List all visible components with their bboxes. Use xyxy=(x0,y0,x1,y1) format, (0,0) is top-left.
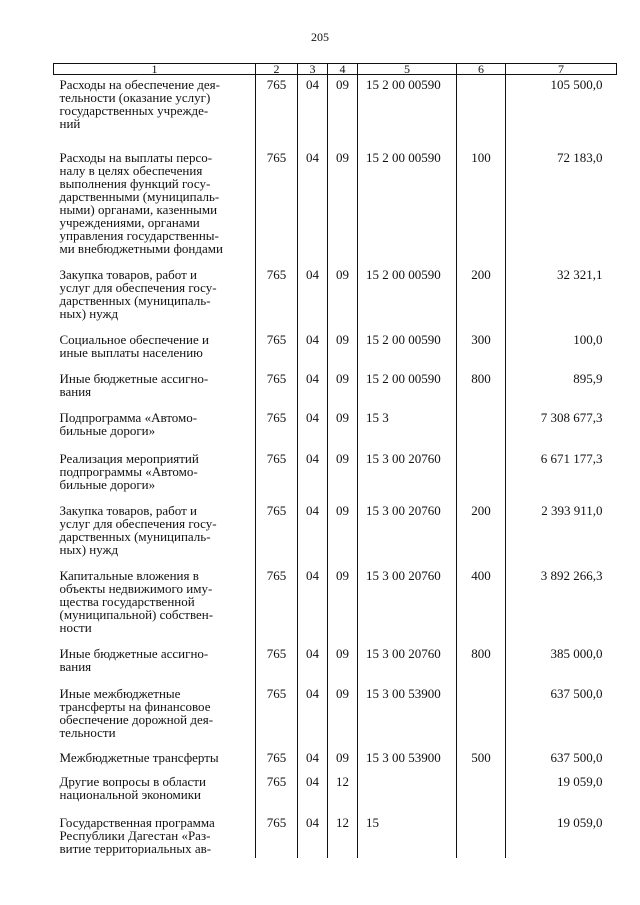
column-header: 5 xyxy=(358,64,457,75)
row-code-vr: 400 xyxy=(457,566,506,644)
row-name-line: ности xyxy=(59,619,92,635)
table-row xyxy=(54,330,617,369)
row-name xyxy=(54,330,256,369)
row-name xyxy=(54,566,256,644)
table-row xyxy=(54,644,617,684)
table-row xyxy=(54,75,617,148)
row-code-csr: 15 3 xyxy=(358,408,457,449)
row-name xyxy=(54,148,256,265)
row-name-line: учреждениями, органами xyxy=(59,214,200,230)
row-code-csr: 15 3 00 20760 xyxy=(358,644,457,684)
row-code-pr: 09 xyxy=(328,644,358,684)
row-code-csr: 15 2 00 00590 xyxy=(358,369,457,408)
row-code-vr xyxy=(457,408,506,449)
row-name-line: бильные дороги» xyxy=(59,476,156,492)
row-code-vr: 800 xyxy=(457,644,506,684)
row-code-gr: 765 xyxy=(256,75,298,148)
table-row xyxy=(54,748,617,772)
row-code-csr: 15 3 00 20760 xyxy=(358,501,457,566)
row-sum: 3 892 266,3 xyxy=(506,566,617,644)
row-name xyxy=(54,748,256,772)
row-name-line: бильные дороги» xyxy=(59,422,156,438)
row-code-pr: 09 xyxy=(328,449,358,501)
table-row xyxy=(54,369,617,408)
row-name-line: ных) нужд xyxy=(59,305,119,321)
row-name-line: Иные бюджетные ассигно- xyxy=(59,370,209,386)
row-code-csr: 15 2 00 00590 xyxy=(358,148,457,265)
row-code-gr: 765 xyxy=(256,748,298,772)
row-sum: 2 393 911,0 xyxy=(506,501,617,566)
row-name-line: Социальное обеспечение и xyxy=(59,331,209,347)
row-code-rz: 04 xyxy=(298,566,328,644)
row-name-line: дарственных (муниципаль- xyxy=(59,528,211,544)
row-name xyxy=(54,449,256,501)
row-name-line: государственных учрежде- xyxy=(59,103,209,118)
row-name-line: щества государственной xyxy=(59,593,195,609)
row-code-csr xyxy=(358,772,457,813)
row-code-rz: 04 xyxy=(298,75,328,148)
row-code-csr: 15 3 00 20760 xyxy=(358,566,457,644)
table-row xyxy=(54,501,617,566)
row-code-rz: 04 xyxy=(298,501,328,566)
column-header: 3 xyxy=(298,64,328,75)
row-name-line: вания xyxy=(59,383,92,399)
row-code-rz: 04 xyxy=(298,748,328,772)
row-sum: 19 059,0 xyxy=(506,772,617,813)
row-code-pr: 09 xyxy=(328,330,358,369)
row-name-line: Республики Дагестан «Раз- xyxy=(59,827,211,843)
row-sum: 637 500,0 xyxy=(506,748,617,772)
row-code-gr: 765 xyxy=(256,330,298,369)
row-name xyxy=(54,408,256,449)
row-code-csr: 15 2 00 00590 xyxy=(358,330,457,369)
row-name xyxy=(54,772,256,813)
row-name-line: Подпрограмма «Автомо- xyxy=(59,409,198,425)
table-row xyxy=(54,813,617,858)
column-header: 1 xyxy=(54,64,256,75)
row-code-vr: 800 xyxy=(457,369,506,408)
row-sum: 895,9 xyxy=(506,369,617,408)
row-name-line: (муниципальной) собствен- xyxy=(59,606,214,622)
row-code-rz: 04 xyxy=(298,330,328,369)
table-row xyxy=(54,265,617,330)
row-name-line: иные выплаты населению xyxy=(59,344,203,360)
row-code-vr: 500 xyxy=(457,748,506,772)
row-name-line: Другие вопросы в области xyxy=(59,773,206,789)
row-code-csr: 15 3 00 20760 xyxy=(358,449,457,501)
row-name-line: управления государственны- xyxy=(59,227,219,243)
row-code-csr: 15 2 00 00590 xyxy=(358,75,457,148)
row-code-rz: 04 xyxy=(298,369,328,408)
row-code-gr: 765 xyxy=(256,684,298,748)
row-code-vr: 200 xyxy=(457,265,506,330)
row-name xyxy=(54,265,256,330)
row-name-line: ний xyxy=(59,116,81,131)
row-name-line: Закупка товаров, работ и xyxy=(59,266,197,282)
row-code-vr xyxy=(457,75,506,148)
row-code-csr: 15 2 00 00590 xyxy=(358,265,457,330)
row-name-line: Государственная программа xyxy=(59,814,215,830)
row-name xyxy=(54,684,256,748)
row-name-line: услуг для обеспечения госу- xyxy=(59,279,217,295)
table-row xyxy=(54,408,617,449)
row-name-line: ными) органами, казенными xyxy=(59,201,218,217)
row-name-line: Расходы на обеспечение дея- xyxy=(59,77,220,92)
row-code-rz: 04 xyxy=(298,148,328,265)
row-name-line: Иные бюджетные ассигно- xyxy=(59,645,209,661)
row-sum: 100,0 xyxy=(506,330,617,369)
row-sum: 385 000,0 xyxy=(506,644,617,684)
row-name-line: тельности (оказание услуг) xyxy=(59,90,211,105)
table-row xyxy=(54,148,617,265)
row-code-vr: 100 xyxy=(457,148,506,265)
row-code-pr: 09 xyxy=(328,265,358,330)
table-row xyxy=(54,772,617,813)
header-row xyxy=(54,64,617,75)
page-number: 205 xyxy=(311,30,329,44)
column-header: 7 xyxy=(506,64,617,75)
row-code-gr: 765 xyxy=(256,408,298,449)
row-code-csr: 15 3 00 53900 xyxy=(358,684,457,748)
row-code-csr: 15 xyxy=(358,813,457,858)
row-sum: 7 308 677,3 xyxy=(506,408,617,449)
row-name xyxy=(54,369,256,408)
row-name-line: Межбюджетные трансферты xyxy=(59,749,219,765)
row-name-line: трансферты на финансовое xyxy=(59,698,211,714)
row-code-pr: 09 xyxy=(328,148,358,265)
table-row xyxy=(54,684,617,748)
row-name xyxy=(54,813,256,858)
row-code-pr: 12 xyxy=(328,813,358,858)
row-sum: 105 500,0 xyxy=(506,75,617,148)
row-code-rz: 04 xyxy=(298,408,328,449)
row-code-pr: 12 xyxy=(328,772,358,813)
row-code-pr: 09 xyxy=(328,75,358,148)
row-sum: 72 183,0 xyxy=(506,148,617,265)
row-name-line: Реализация мероприятий xyxy=(59,450,199,466)
row-code-pr: 09 xyxy=(328,369,358,408)
row-code-gr: 765 xyxy=(256,369,298,408)
row-code-vr xyxy=(457,772,506,813)
row-code-pr: 09 xyxy=(328,748,358,772)
row-sum: 19 059,0 xyxy=(506,813,617,858)
row-name-line: объекты недвижимого иму- xyxy=(59,580,213,596)
row-name-line: дарственными (муниципаль- xyxy=(59,188,220,204)
row-name-line: услуг для обеспечения госу- xyxy=(59,515,217,531)
row-code-pr: 09 xyxy=(328,566,358,644)
row-code-rz: 04 xyxy=(298,813,328,858)
row-name-line: витие территориальных ав- xyxy=(59,840,212,856)
row-name xyxy=(54,644,256,684)
row-name-line: Расходы на выплаты персо- xyxy=(59,149,213,165)
row-name-line: ных) нужд xyxy=(59,541,119,557)
row-name-line: ми внебюджетными фондами xyxy=(59,240,223,256)
row-code-vr: 300 xyxy=(457,330,506,369)
table-row xyxy=(54,449,617,501)
row-code-vr: 200 xyxy=(457,501,506,566)
column-header: 4 xyxy=(328,64,358,75)
row-name-line: подпрограммы «Автомо- xyxy=(59,463,198,479)
row-code-gr: 765 xyxy=(256,644,298,684)
row-name xyxy=(54,75,256,148)
row-name-line: национальной экономики xyxy=(59,786,201,802)
row-code-rz: 04 xyxy=(298,265,328,330)
row-name-line: Капитальные вложения в xyxy=(59,567,199,583)
table-row xyxy=(54,566,617,644)
row-code-gr: 765 xyxy=(256,148,298,265)
row-code-gr: 765 xyxy=(256,813,298,858)
row-code-gr: 765 xyxy=(256,566,298,644)
row-sum: 32 321,1 xyxy=(506,265,617,330)
row-sum: 637 500,0 xyxy=(506,684,617,748)
row-name-line: дарственных (муниципаль- xyxy=(59,292,211,308)
row-code-rz: 04 xyxy=(298,684,328,748)
row-code-gr: 765 xyxy=(256,501,298,566)
row-name-line: Иные межбюджетные xyxy=(59,685,181,701)
column-header: 2 xyxy=(256,64,298,75)
row-code-pr: 09 xyxy=(328,684,358,748)
row-sum: 6 671 177,3 xyxy=(506,449,617,501)
row-code-gr: 765 xyxy=(256,772,298,813)
row-name xyxy=(54,501,256,566)
budget-table xyxy=(53,63,617,858)
row-name-line: обеспечение дорожной дея- xyxy=(59,711,214,727)
row-code-pr: 09 xyxy=(328,408,358,449)
row-name-line: налу в целях обеспечения xyxy=(59,162,203,178)
row-code-vr xyxy=(457,684,506,748)
row-code-csr: 15 3 00 53900 xyxy=(358,748,457,772)
row-code-gr: 765 xyxy=(256,449,298,501)
row-name-line: вания xyxy=(59,658,92,674)
row-code-gr: 765 xyxy=(256,265,298,330)
row-code-vr xyxy=(457,813,506,858)
column-header: 6 xyxy=(457,64,506,75)
row-code-vr xyxy=(457,449,506,501)
row-code-pr: 09 xyxy=(328,501,358,566)
row-code-rz: 04 xyxy=(298,644,328,684)
row-code-rz: 04 xyxy=(298,449,328,501)
row-name-line: выполнения функций госу- xyxy=(59,175,211,191)
row-code-rz: 04 xyxy=(298,772,328,813)
row-name-line: Закупка товаров, работ и xyxy=(59,502,197,518)
row-name-line: тельности xyxy=(59,724,116,740)
